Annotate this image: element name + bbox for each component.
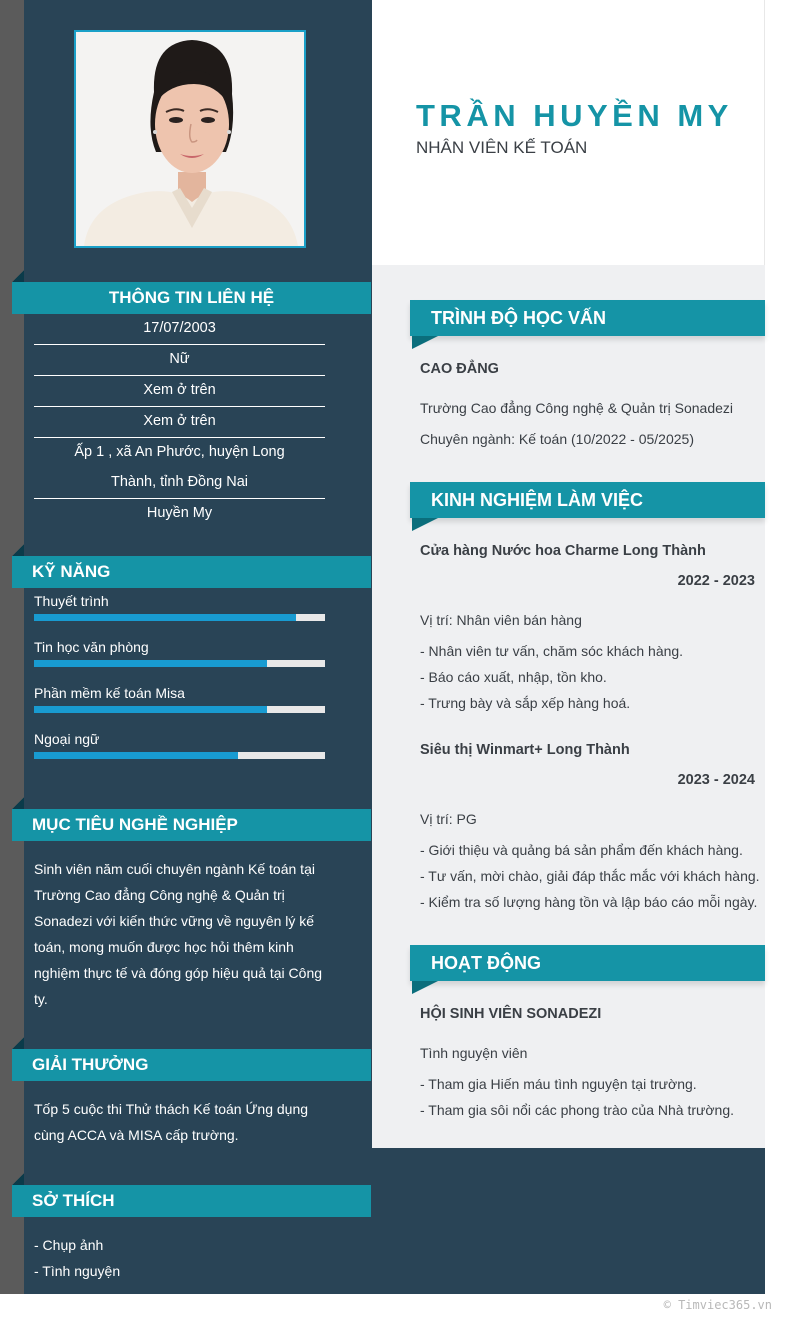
- candidate-name: TRẦN HUYỀN MY: [416, 98, 733, 133]
- main-bottom-fill: [372, 1148, 765, 1294]
- objective-line: Trường Cao đẳng Công nghệ & Quản trị: [34, 887, 285, 903]
- activity-item: - Tham gia Hiến máu tình nguyện tại trường.: [420, 1076, 697, 1092]
- job-company: Siêu thị Winmart+ Long Thành: [420, 742, 630, 758]
- awards-text: [34, 1096, 334, 1148]
- skill-label: Tin học văn phòng: [34, 639, 149, 655]
- skill-bar-fill: [34, 614, 296, 621]
- divider: [34, 344, 325, 345]
- award-line: cùng ACCA và MISA cấp trường.: [34, 1127, 239, 1143]
- hobby-item: - Tình nguyện: [34, 1263, 121, 1279]
- left-edge-strip: [0, 0, 24, 1294]
- hobbies-section-title: SỞ THÍCH: [32, 1191, 115, 1210]
- skills-section-header: [12, 556, 371, 588]
- job-duty: - Báo cáo xuất, nhập, tồn kho.: [420, 669, 607, 685]
- section-fold-corner: [12, 1173, 24, 1185]
- skill-bar: [34, 614, 325, 621]
- education-major: Chuyên ngành: Kế toán (10/2022 - 05/2025): [420, 431, 694, 447]
- contact-phone: Xem ở trên: [143, 382, 216, 398]
- job-duty: - Kiểm tra số lượng hàng tồn và lập báo cáo mỗi ngày.: [420, 894, 758, 910]
- skills-section-title: KỸ NĂNG: [32, 562, 111, 581]
- skill-bar-fill: [34, 660, 267, 667]
- section-fold-corner: [412, 981, 438, 994]
- awards-section-header: [12, 1049, 371, 1081]
- job-title: NHÂN VIÊN KẾ TOÁN: [416, 138, 588, 157]
- job-duty: - Tư vấn, mời chào, giải đáp thắc mắc với khách hàng.: [420, 868, 760, 884]
- contact-gender: Nữ: [169, 351, 190, 367]
- job-period: 2022 - 2023: [677, 573, 755, 589]
- activities-section-header: [410, 945, 765, 981]
- objective-line: ty.: [34, 991, 48, 1007]
- skill-bar: [34, 752, 325, 759]
- footer-watermark: © Timviec365.vn: [663, 1298, 772, 1312]
- hobby-item: - Chụp ảnh: [34, 1237, 104, 1253]
- section-fold-corner: [12, 797, 24, 809]
- activity-item: - Tham gia sôi nổi các phong trào của Nhà trường.: [420, 1102, 735, 1118]
- contact-email: Xem ở trên: [143, 413, 216, 429]
- skill-bar-fill: [34, 752, 238, 759]
- objective-line: Sinh viên năm cuối chuyên ngành Kế toán tại: [34, 861, 315, 877]
- activities-section-title: HOẠT ĐỘNG: [431, 953, 541, 973]
- education-section-title: TRÌNH ĐỘ HỌC VẤN: [431, 308, 606, 328]
- skill-bar: [34, 660, 325, 667]
- objective-section-header: [12, 809, 371, 841]
- contact-section-title: THÔNG TIN LIÊN HỆ: [108, 288, 275, 307]
- contact-address-line-2: Thành, tỉnh Đồng Nai: [110, 474, 249, 490]
- experience-section-title: KINH NGHIỆM LÀM VIỆC: [431, 490, 644, 510]
- job-duty: - Nhân viên tư vấn, chăm sóc khách hàng.: [420, 643, 684, 659]
- section-fold-corner: [12, 270, 24, 282]
- objective-text: [34, 856, 334, 1012]
- job-duty: - Giới thiệu và quảng bá sản phẩm đến khách hàng.: [420, 842, 743, 858]
- contact-facebook: Huyền My: [146, 505, 213, 521]
- contact-birthdate: 17/07/2003: [143, 320, 216, 336]
- skill-bar: [34, 706, 325, 713]
- activity-role: Tình nguyện viên: [420, 1045, 528, 1061]
- education-section-header: [410, 300, 765, 336]
- contact-address-line-1: Ấp 1 , xã An Phước, huyện Long: [74, 444, 285, 460]
- skill-bar-fill: [34, 706, 267, 713]
- section-fold-corner: [412, 336, 438, 349]
- hobbies-text: [34, 1232, 334, 1284]
- job-position: Vị trí: Nhân viên bán hàng: [420, 612, 582, 628]
- section-fold-corner: [12, 544, 24, 556]
- divider: [34, 406, 325, 407]
- job-period: 2023 - 2024: [677, 772, 755, 788]
- section-fold-corner: [412, 518, 438, 531]
- job-position: Vị trí: PG: [420, 811, 477, 827]
- skill-label: Phần mềm kế toán Misa: [34, 685, 185, 701]
- activity-organization: HỘI SINH VIÊN SONADEZI: [420, 1006, 602, 1022]
- hobbies-section-header: [12, 1185, 371, 1217]
- skill-label: Ngoại ngữ: [34, 731, 100, 747]
- objective-section-title: MỤC TIÊU NGHỀ NGHIỆP: [32, 815, 238, 834]
- experience-section-header: [410, 482, 765, 518]
- objective-line: nghiệm thực tế và đóng góp hiệu quả tại Công: [34, 965, 323, 981]
- job-duty: - Trưng bày và sắp xếp hàng hoá.: [420, 695, 631, 711]
- education-degree: CAO ĐẲNG: [420, 361, 499, 377]
- divider: [34, 375, 325, 376]
- skill-label: Thuyết trình: [34, 593, 109, 609]
- objective-line: toán, mong muốn được học hỏi thêm kinh: [34, 939, 294, 955]
- divider: [34, 437, 325, 438]
- job-company: Cửa hàng Nước hoa Charme Long Thành: [420, 543, 706, 559]
- section-fold-corner: [12, 1037, 24, 1049]
- awards-section-title: GIẢI THƯỞNG: [32, 1055, 149, 1074]
- objective-line: Sonadezi với kiến thức vững về nguyên lý kế: [34, 913, 315, 929]
- contact-section-header: [12, 282, 371, 314]
- profile-photo: [74, 30, 306, 248]
- divider: [34, 498, 325, 499]
- education-school: Trường Cao đẳng Công nghệ & Quản trị Sonadezi: [420, 400, 734, 416]
- award-line: Tốp 5 cuộc thi Thử thách Kế toán Ứng dụng: [34, 1101, 309, 1117]
